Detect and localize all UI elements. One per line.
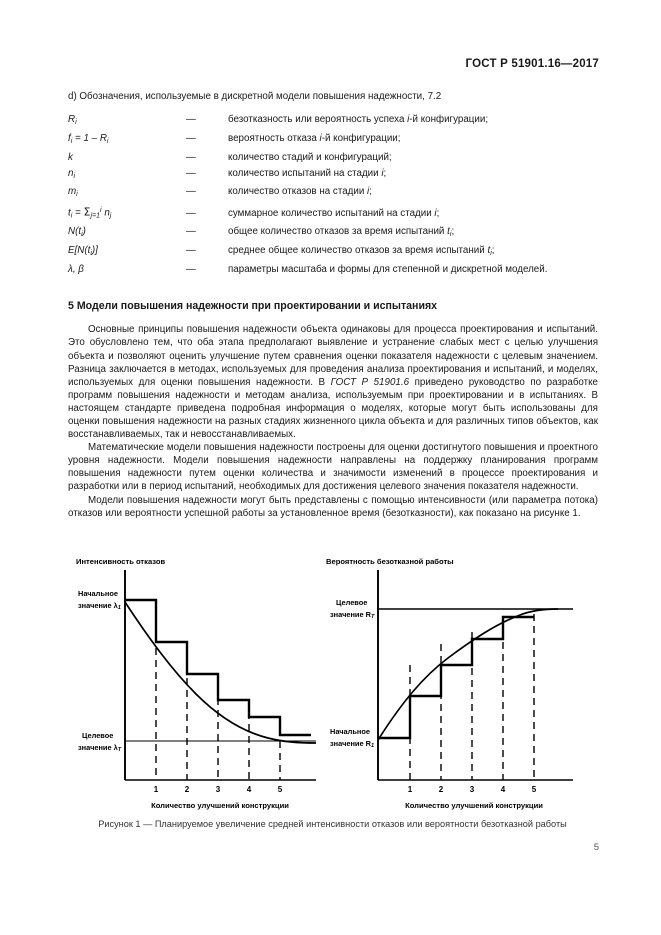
figure-1-caption: Рисунок 1 — Планируемое увеличение средней интенсивности отказов или вероятности безотказной работы xyxy=(98,819,567,829)
left-chart-target-label-line2: значение λT xyxy=(78,743,122,754)
definition-symbol: $n_i$ xyxy=(68,167,76,180)
page-header-standard-id: ГОСТ Р 51901.16—2017 xyxy=(465,58,599,70)
left-x-tick-1: 1 xyxy=(153,785,159,794)
right-chart-target-label-line2: значение RT xyxy=(330,610,375,621)
definition-symbol: $f_i = 1 - R_i$ xyxy=(68,133,109,146)
page-number: 5 xyxy=(593,842,599,853)
right-x-tick-2: 2 xyxy=(438,785,444,794)
lead-paragraph: d) Обозначения, используемые в дискретной модели повышения надежности, 7.2 xyxy=(68,91,442,102)
definition-dash: — xyxy=(186,114,196,126)
definition-row xyxy=(68,131,598,150)
document-body-column xyxy=(68,90,598,520)
section-heading: 5 Модели повышения надежности при проектировании и испытаниях xyxy=(68,300,438,313)
left-chart-y-axis-title: Интенсивность отказов xyxy=(76,557,166,566)
definition-row xyxy=(68,184,598,203)
right-x-tick-3: 3 xyxy=(469,785,475,794)
definition-row xyxy=(68,112,598,131)
definition-symbol: $R_i$ xyxy=(68,114,77,127)
left-x-tick-5: 5 xyxy=(277,785,283,794)
definition-row xyxy=(68,224,598,243)
figure-1 xyxy=(68,552,598,810)
definition-description: параметры масштаба и формы для степенной и дискретной моделей. xyxy=(228,263,548,275)
right-chart-staircase xyxy=(378,617,534,738)
definition-description: безотказность или вероятность успеха i-й конфигурации; xyxy=(228,114,489,126)
definition-description: вероятность отказа i-й конфигурации; xyxy=(228,133,401,145)
definition-description: общее количество отказов за время испытаний $t_i$; xyxy=(228,226,455,239)
definition-dash: — xyxy=(186,263,196,275)
left-x-tick-3: 3 xyxy=(215,785,221,794)
definition-description: количество испытаний на стадии i; xyxy=(228,167,387,179)
right-chart-target-label-line1: Целевое xyxy=(336,598,368,607)
definition-dash: — xyxy=(186,167,196,179)
definition-row xyxy=(68,150,598,166)
left-chart-initial-label-line1: Начальное xyxy=(78,589,118,598)
definition-description: количество отказов на стадии i; xyxy=(228,186,372,198)
definition-dash: — xyxy=(186,133,196,145)
definition-dash: — xyxy=(186,207,196,219)
definition-symbol: k xyxy=(68,151,73,163)
left-chart-trend-curve xyxy=(125,602,316,743)
body-paragraph: Модели повышения надежности могут быть представлены с помощью интенсивности (или параметра потока) отказов или вероятности успешной работы за установленное время (безотказности), как показано на рисунке 1. xyxy=(68,494,598,519)
definition-row xyxy=(68,203,598,224)
definition-symbol: $N(t_i)$ xyxy=(68,226,86,239)
failure-rate-chart xyxy=(76,557,316,810)
body-paragraph: Основные принципы повышения надежности объекта одинаковы для процесса проектирования и испытаний. Это обусловлено тем, что оба этапа предполагают выявление и устранение слабых мест с целью улучшения объекта и позволяют оценить улучшение путем сравнения оценки показателя надежности с целевым значением. Разница заключается в методах, используемых для проведения анализа проектирования и испытаний, и моделях, используемых для оценки повышения надежности. В ГОСТ Р 51901.6 приведено руководство по разработке программ повышения надежности и методам анализа, используемым при проектировании и в испытаниях. В настоящем стандарте приведена подробная информация о моделях, которые могут быть использованы для оценки повышения надежности на разных стадиях жизненного цикла объекта и для различных типов объектов, как восстанавливаемых, так и невосстанавливаемых. xyxy=(68,324,598,441)
left-chart-x-axis-title: Количество улучшений конструкции xyxy=(151,801,289,810)
definition-symbol: $m_i$ xyxy=(68,186,78,199)
body-paragraph: Математические модели повышения надежности построены для оценки достигнутого повышения и проектного уровня надежности. Модели повышения надежности направлены на поддержку планирования программ повышения надежности путем оценки количества и значимости изменений в процессе проектирования и разработки или в период испытаний, необходимых для достижения целевого значения показателя надежности. xyxy=(68,442,598,493)
right-x-tick-1: 1 xyxy=(407,785,413,794)
right-chart-y-axis-title: Вероятность безотказной работы xyxy=(326,557,454,566)
left-x-tick-4: 4 xyxy=(246,785,252,794)
definition-symbol: $t_i = \Sigma_{j=1}^i$ $n_j$ xyxy=(68,205,112,220)
definition-dash: — xyxy=(186,226,196,238)
right-chart-initial-label-line2: значение R1 xyxy=(330,739,375,750)
definition-symbol: λ, β xyxy=(68,263,84,275)
left-x-tick-2: 2 xyxy=(184,785,190,794)
right-chart-initial-label-line1: Начальное xyxy=(330,727,370,736)
definition-description: суммарное количество испытаний на стадии i; xyxy=(228,207,440,219)
definition-description: количество стадий и конфигураций; xyxy=(228,151,392,163)
definition-row xyxy=(68,262,598,278)
reliability-chart xyxy=(326,557,573,810)
definition-dash: — xyxy=(186,151,196,163)
right-chart-x-ticks xyxy=(408,785,537,794)
left-chart-target-label-line1: Целевое xyxy=(82,731,114,740)
definition-row xyxy=(68,243,598,262)
right-chart-trend-curve xyxy=(378,609,558,740)
left-chart-initial-label-line2: значение λ1 xyxy=(78,601,121,612)
figure-1-svg xyxy=(68,552,598,810)
definition-description: среднее общее количество отказов за время испытаний $t_i$; xyxy=(228,245,495,258)
definition-dash: — xyxy=(186,186,196,198)
symbol-definition-list xyxy=(68,112,598,277)
section-paragraphs xyxy=(68,323,598,519)
definition-symbol: $E[N(t_i)]$ xyxy=(68,245,98,258)
right-x-tick-4: 4 xyxy=(500,785,506,794)
left-chart-x-ticks xyxy=(154,785,283,794)
right-chart-x-axis-title: Количество улучшений конструкции xyxy=(405,801,543,810)
definition-dash: — xyxy=(186,245,196,257)
right-x-tick-5: 5 xyxy=(531,785,537,794)
definition-row xyxy=(68,165,598,184)
